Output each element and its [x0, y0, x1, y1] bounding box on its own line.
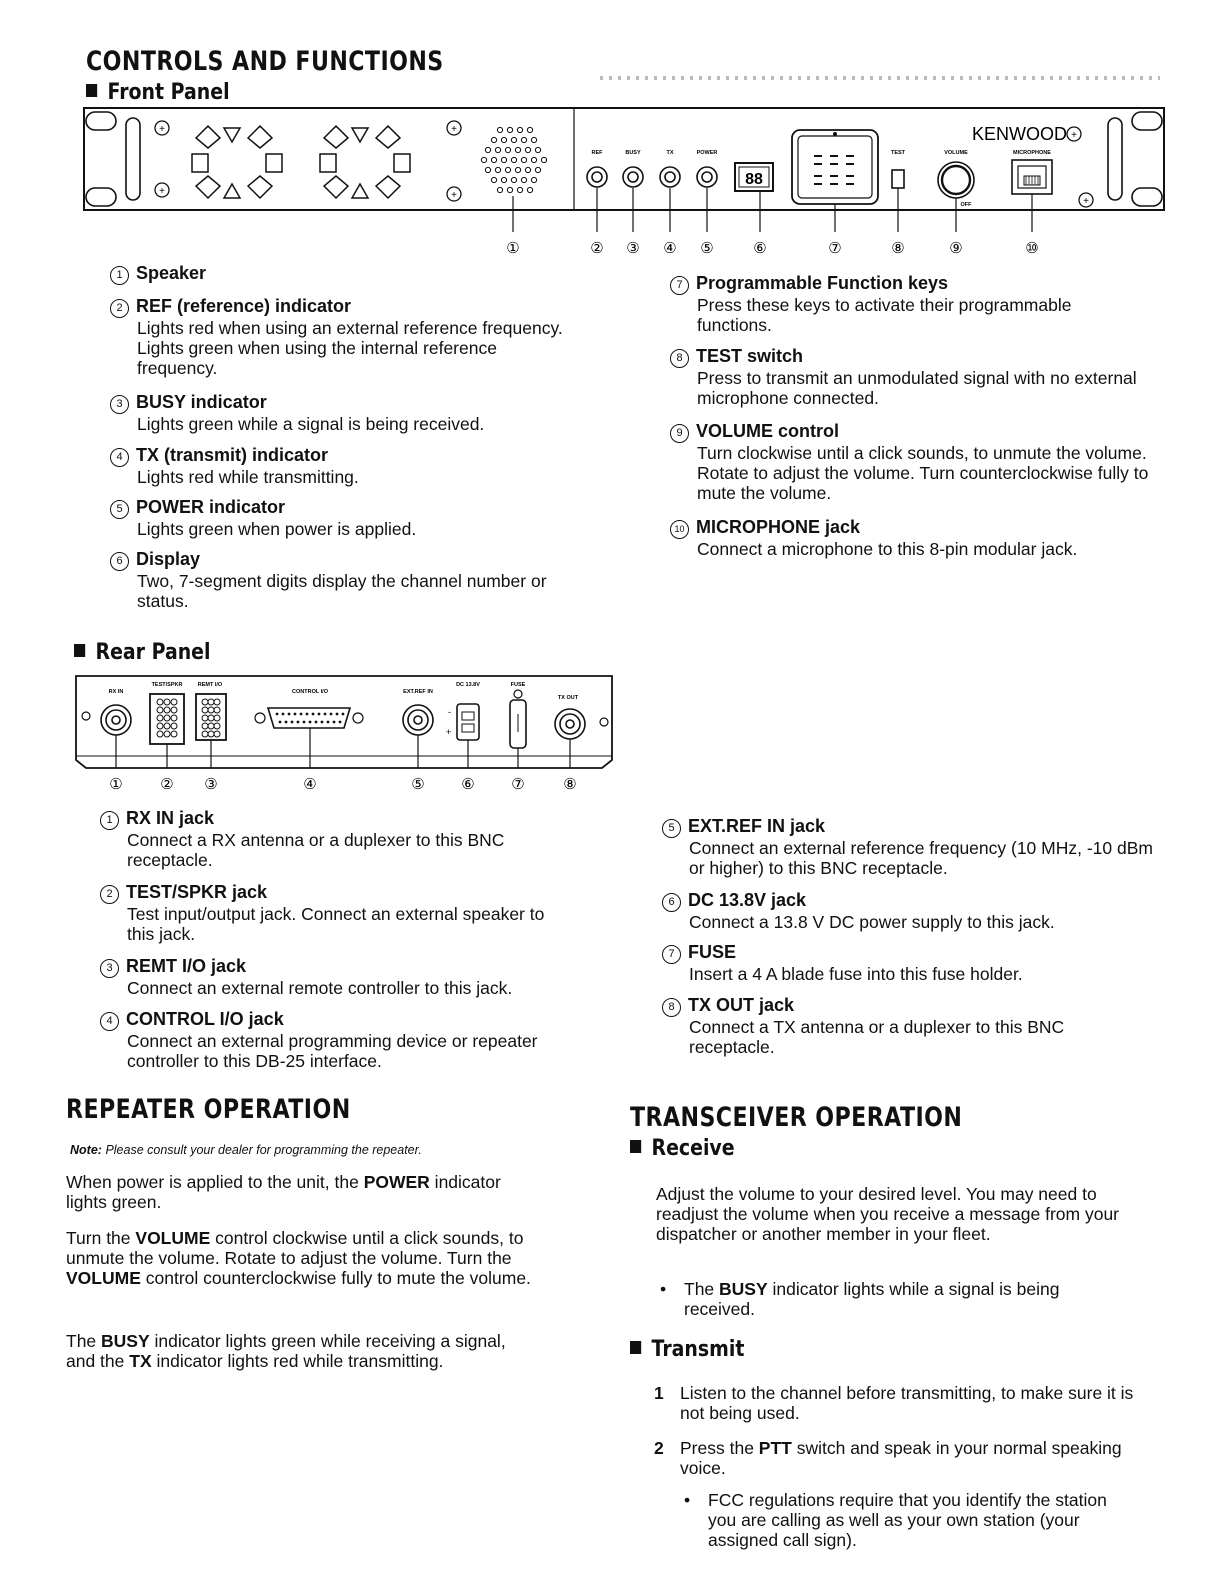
front-item-2: 2 REF (reference) indicator Lights red when using an external reference frequency. Lights green when using the internal reference frequency. [110, 296, 580, 378]
volume-label: VOLUME [944, 150, 968, 156]
front-callout-3: ③ [626, 240, 640, 257]
power-label: POWER [696, 150, 718, 156]
svg-text:+: + [159, 124, 165, 135]
front-item-3: 3 BUSY indicator Lights green while a signal is being received. [110, 392, 580, 434]
front-item-10: 10 MICROPHONE jack Connect a microphone to this 8-pin modular jack. [670, 517, 1160, 559]
rear-item-2: 2 TEST/SPKR jack Test input/output jack. Connect an external speaker to this jack. [100, 882, 590, 944]
test-label: TEST [890, 150, 906, 156]
rear-callout-2: ② [160, 776, 174, 793]
svg-text:+: + [1083, 196, 1089, 207]
rear-callout-1: ① [109, 776, 123, 793]
rear-item-6: 6 DC 13.8V jack Connect a 13.8 V DC power supply to this jack. [662, 890, 1162, 932]
rear-callout-4: ④ [303, 776, 317, 793]
display-digits: 88 [745, 171, 763, 188]
front-callout-4: ④ [663, 240, 677, 257]
rear-callout-3: ③ [204, 776, 218, 793]
front-callout-6: ⑥ [753, 240, 767, 257]
bullet-square [74, 644, 85, 657]
rear-callout-7: ⑦ [511, 776, 525, 793]
front-callout-1: ① [506, 240, 520, 257]
receive-bullet: • The BUSY indicator lights while a signal is being received. [660, 1279, 1060, 1319]
front-callout-9: ⑨ [949, 240, 963, 257]
rear-panel-diagram [70, 672, 620, 802]
rear-callout-6: ⑥ [461, 776, 475, 793]
repeater-para-1: When power is applied to the unit, the POWER indicator lights green. [66, 1172, 501, 1212]
bullet-square [86, 84, 97, 97]
remt-io-label: REMT I/O [197, 682, 223, 688]
test-spkr-label: TEST/SPKR [151, 682, 183, 688]
front-callout-8: ⑧ [891, 240, 905, 257]
tx-out-label: TX OUT [557, 695, 579, 701]
front-item-4: 4 TX (transmit) indicator Lights red while transmitting. [110, 445, 580, 487]
rear-panel-heading-text: Rear Panel [95, 640, 211, 665]
svg-text:+: + [451, 124, 457, 135]
receive-heading-text: Receive [651, 1136, 735, 1161]
section-title-repeater: REPEATER OPERATION [66, 1094, 351, 1125]
microphone-label: MICROPHONE [1013, 150, 1051, 156]
rear-item-3: 3 REMT I/O jack Connect an external remote controller to this jack. [100, 956, 590, 998]
svg-text:+: + [159, 186, 165, 197]
front-callout-2: ② [590, 240, 604, 257]
svg-text:-: - [448, 707, 451, 717]
svg-text:+: + [446, 727, 452, 737]
rear-callout-8: ⑧ [563, 776, 577, 793]
rear-panel-heading [74, 640, 210, 665]
repeater-para-3: The BUSY indicator lights green while receiving a signal, and the TX indicator lights red while transmitting. [66, 1331, 506, 1371]
bullet-square [630, 1341, 641, 1354]
transmit-step-1: 1 Listen to the channel before transmitting, to make sure it is not being used. [654, 1383, 1134, 1423]
transmit-heading-text: Transmit [651, 1337, 745, 1362]
bullet-square [630, 1140, 641, 1153]
rear-item-8: 8 TX OUT jack Connect a TX antenna or a duplexer to this BNC receptacle. [662, 995, 1162, 1057]
rear-item-4: 4 CONTROL I/O jack Connect an external programming device or repeater controller to this DB-25 interface. [100, 1009, 590, 1071]
transmit-bullet: • FCC regulations require that you identify the station you are calling as well as your own station (your assigned call sign). [684, 1490, 1107, 1550]
front-item-7: 7 Programmable Function keys Press these keys to activate their programmable functions. [670, 273, 1150, 335]
control-io-label: CONTROL I/O [292, 689, 328, 695]
rear-item-7: 7 FUSE Insert a 4 A blade fuse into this fuse holder. [662, 942, 1162, 984]
front-item-8: 8 TEST switch Press to transmit an unmodulated signal with no external microphone connected. [670, 346, 1150, 408]
repeater-note: Note: Please consult your dealer for programming the repeater. [70, 1143, 422, 1157]
receive-text: Adjust the volume to your desired level. You may need to readjust the volume when you receive a message from your dispatcher or another member in your fleet. [656, 1184, 1120, 1244]
rear-callout-5: ⑤ [411, 776, 425, 793]
brand-kenwood: KENWOOD [972, 124, 1068, 144]
scan-noise [600, 76, 1160, 80]
front-panel-diagram [80, 104, 1170, 264]
ref-label: REF [591, 150, 603, 156]
section-title-controls: CONTROLS AND FUNCTIONS [86, 46, 444, 77]
fuse-label: FUSE [510, 682, 526, 688]
section-title-transceiver: TRANSCEIVER OPERATION [630, 1102, 963, 1133]
front-item-6: 6 Display Two, 7-segment digits display the channel number or status. [110, 549, 600, 611]
tx-label: TX [666, 150, 674, 156]
transmit-step-2: 2 Press the PTT switch and speak in your normal speaking voice. [654, 1438, 1122, 1478]
svg-text:+: + [1071, 130, 1077, 141]
rx-in-label: RX IN [108, 689, 124, 695]
svg-text:+: + [451, 190, 457, 201]
front-item-5: 5 POWER indicator Lights green when power is applied. [110, 497, 580, 539]
front-item-1: 1 Speaker [110, 263, 580, 285]
front-panel-heading [86, 80, 230, 105]
repeater-para-2: Turn the VOLUME control clockwise until a click sounds, to unmute the volume. Rotate to adjust the volume. Turn the VOLUME control counterclockwise fully to mute the volume. [66, 1228, 531, 1288]
front-panel-heading-text: Front Panel [107, 80, 230, 105]
dc-13-8v-label: DC 13.8V [456, 682, 480, 688]
busy-label: BUSY [625, 150, 641, 156]
rear-item-1: 1 RX IN jack Connect a RX antenna or a duplexer to this BNC receptacle. [100, 808, 590, 870]
front-callout-5: ⑤ [700, 240, 714, 257]
front-callout-10: ⑩ [1025, 240, 1039, 257]
transmit-heading [630, 1337, 744, 1362]
receive-heading [630, 1136, 735, 1161]
off-label: OFF [960, 202, 972, 208]
front-item-9: 9 VOLUME control Turn clockwise until a click sounds, to unmute the volume. Rotate to adjust the volume. Turn counterclockwise fully to mute the volume. [670, 421, 1150, 503]
ext-ref-in-label: EXT.REF IN [403, 689, 433, 695]
rear-item-5: 5 EXT.REF IN jack Connect an external reference frequency (10 MHz, -10 dBm or higher) to this BNC receptacle. [662, 816, 1162, 878]
front-callout-7: ⑦ [828, 240, 842, 257]
